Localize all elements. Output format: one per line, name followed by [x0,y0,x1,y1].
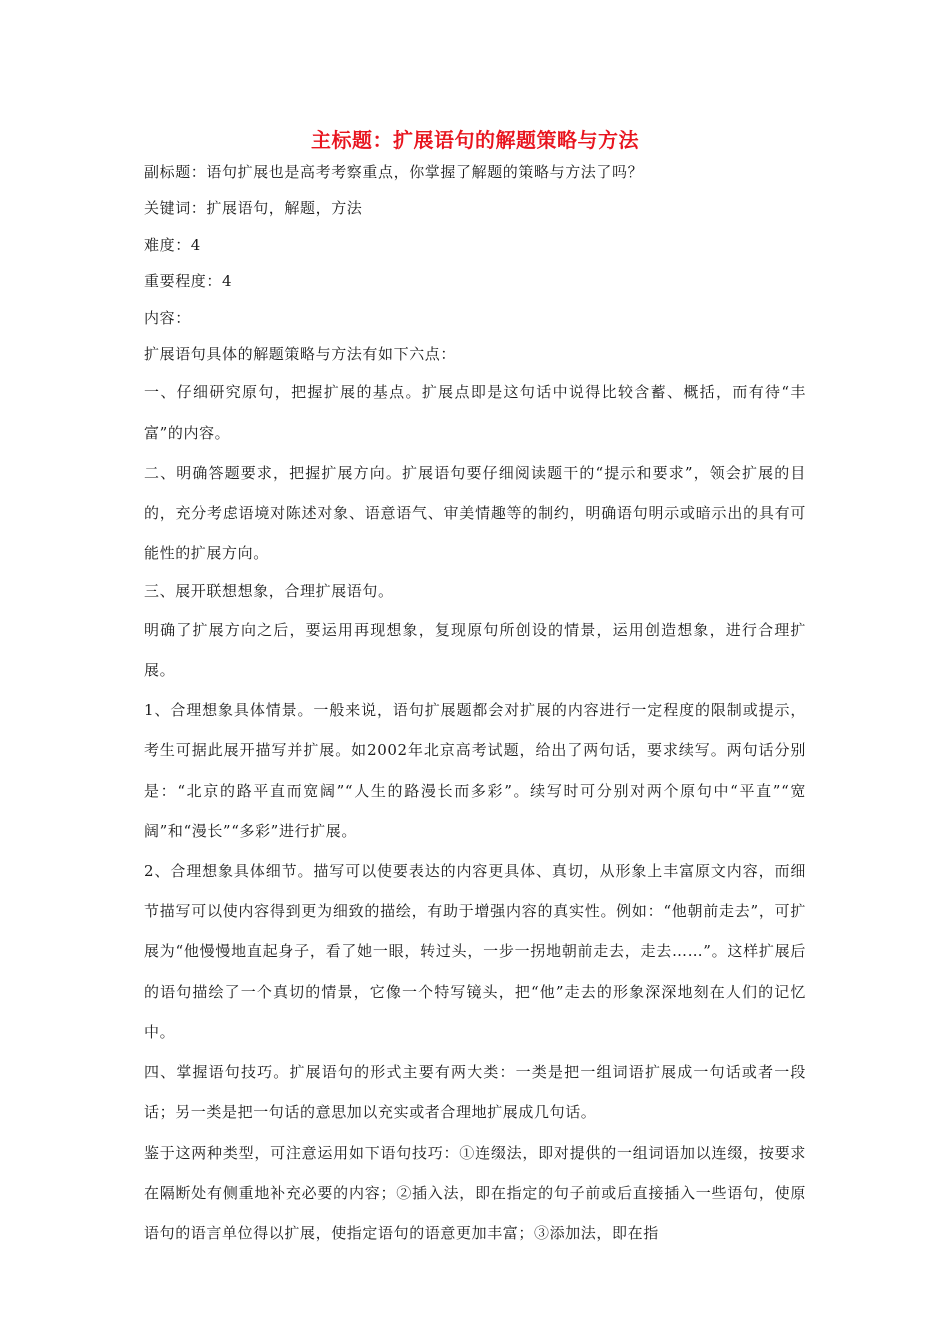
paragraph-point-4: 四、掌握语句技巧。扩展语句的形式主要有两大类：一类是把一组词语扩展成一句话或者一段话；另一类是把一句话的意思加以充实或者合理地扩展成几句话。 [144,1063,806,1122]
paragraph-intro: 扩展语句具体的解题策略与方法有如下六点： [144,345,457,364]
paragraph-point-3-detail: 明确了扩展方向之后，要运用再现想象，复现原句所创设的情景，运用创造想象，进行合理扩展。 [144,620,806,680]
subtitle-line: 副标题：语句扩展也是高考考察重点，你掌握了解题的策略与方法了吗？ [144,163,644,181]
document-title: 主标题：扩展语句的解题策略与方法 [311,128,639,152]
difficulty-line: 难度：4 [144,235,201,254]
paragraph-point-1: 一、仔细研究原句，把握扩展的基点。扩展点即是这句话中说得比较含蓄、概括，而有待“丰富”的内容。 [144,383,806,442]
paragraph-point-4-detail: 鉴于这两种类型，可注意运用如下语句技巧：①连缀法，即对提供的一组词语加以连缀，按要求在隔断处有侧重地补充必要的内容；②插入法，即在指定的句子前或后直接插入一些语句，使原语句的语言单位得以扩展，使指定语句的语意更加丰富；③添加法，即在指 [144,1143,806,1242]
content-label: 内容： [144,308,191,327]
paragraph-sub-1: 1、合理想象具体情景。一般来说，语句扩展题都会对扩展的内容进行一定程度的限制或提示，考生可据此展开描写并扩展。如2002年北京高考试题，给出了两句话，要求续写。两句话分别是：“北京的路平直而宽阔”“人生的路漫长而多彩”。续写时可分别对两个原句中“平直”“宽阔”和“漫长”“多彩”进行扩展。 [144,701,806,840]
keywords-line: 关键词：扩展语句，解题，方法 [144,199,363,218]
paragraph-point-3: 三、展开联想想象，合理扩展语句。 [144,582,394,601]
paragraph-sub-2: 2、合理想象具体细节。描写可以使要表达的内容更具体、真切，从形象上丰富原文内容，而细节描写可以使内容得到更为细致的描绘，有助于增强内容的真实性。例如：“他朝前走去”，可扩展为“他慢慢地直起身子，看了她一眼，转过头，一步一拐地朝前走去，走去……”。这样扩展后的语句描绘了一个真切的情景，它像一个特写镜头，把“他”走去的形象深深地刻在人们的记忆中。 [144,862,806,1041]
importance-line: 重要程度：4 [144,272,233,291]
document-body [144,154,806,1253]
paragraph-point-2: 二、明确答题要求，把握扩展方向。扩展语句要仔细阅读题干的“提示和要求”，领会扩展的目的，充分考虑语境对陈述对象、语意语气、审美情趣等的制约，明确语句明示或暗示出的具有可能性的扩展方向。 [144,463,806,563]
